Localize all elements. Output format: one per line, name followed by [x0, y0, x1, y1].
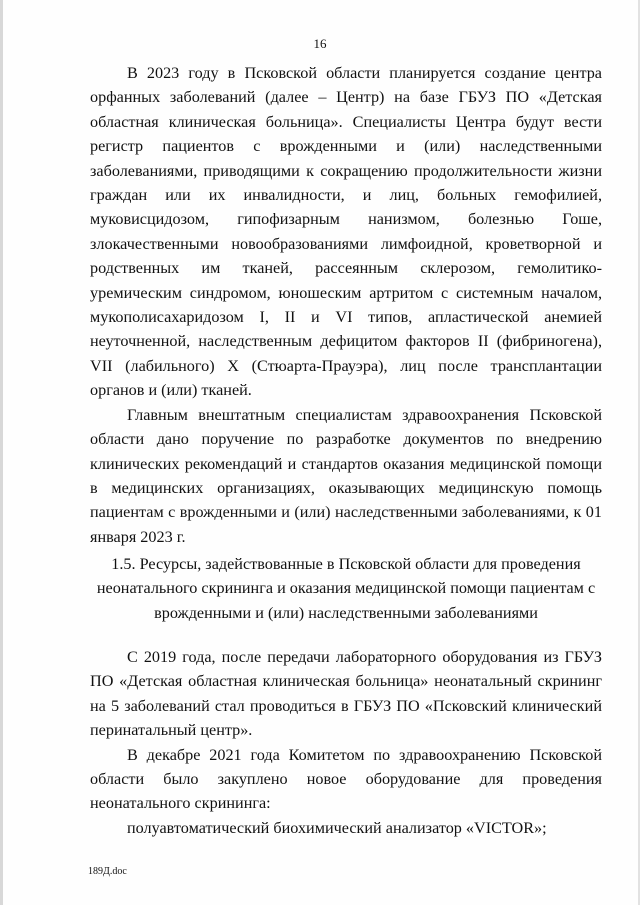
list-item-analyzer: полуавтоматический биохимический анализатор «VICTOR»;	[127, 818, 547, 837]
intro-text-block	[90, 61, 602, 549]
section-heading: 1.5. Ресурсы, задействованные в Псковской области для проведения неонатального скрининга и оказания медицинской помощи пациентам с врожденными и (или) наследственными заболеваниями	[96, 555, 596, 622]
scan-edge-left	[0, 0, 3, 905]
footer-filename: 189Д.doc	[88, 866, 127, 877]
paragraph-chief-specialists: Главным внештатным специалистам здравоохранения Псковской области дано поручение по разработке документов по внедрению клинических рекомендаций и стандартов оказания медицинской помощи в медицинских организациях, оказывающих медицинскую помощь пациентам с врожденными и (или) наследственными заболеваниями, к 01 января 2023 г.	[90, 405, 602, 546]
paragraph-lab-transfer: С 2019 года, после передачи лабораторного оборудования из ГБУЗ ПО «Детская областная клиническая больница» неонатальный скрининг на 5 заболеваний стал проводиться в ГБУЗ ПО «Псковский клинический перинатальный центр».	[90, 648, 602, 740]
paragraph-orphan-center: В 2023 году в Псковской области планируется создание центра орфанных заболеваний (далее – Центр) на базе ГБУЗ ПО «Детская областная клиническая больница». Специалисты Центра будут вести регистр пациентов с врожденными и (или) наследственными заболеваниями, приводящими к сокращению продолжительности жизни граждан или их инвалидности, и лиц, больных гемофилией, муковисцидозом, гипофизарным нанизмом, болезнью Гоше, злокачественными новообразованиями лимфоидной, кроветворной и родственных им тканей, рассеянным склерозом, гемолитико-уремическим синдромом, юношеским артритом с системным началом, мукополисахаридозом I, II и VI типов, апластической анемией неуточненной, наследственным дефицитом факторов II (фибриногена), VII (лабильного) X (Стюарта-Прауэра), лиц после трансплантации органов и (или) тканей.	[90, 64, 602, 400]
section-text-block	[90, 645, 602, 840]
paragraph-equipment-purchase: В декабре 2021 года Комитетом по здравоохранению Псковской области было закуплено новое оборудование для проведения неонатального скрининга:	[90, 745, 602, 813]
page-number: 16	[313, 36, 327, 51]
